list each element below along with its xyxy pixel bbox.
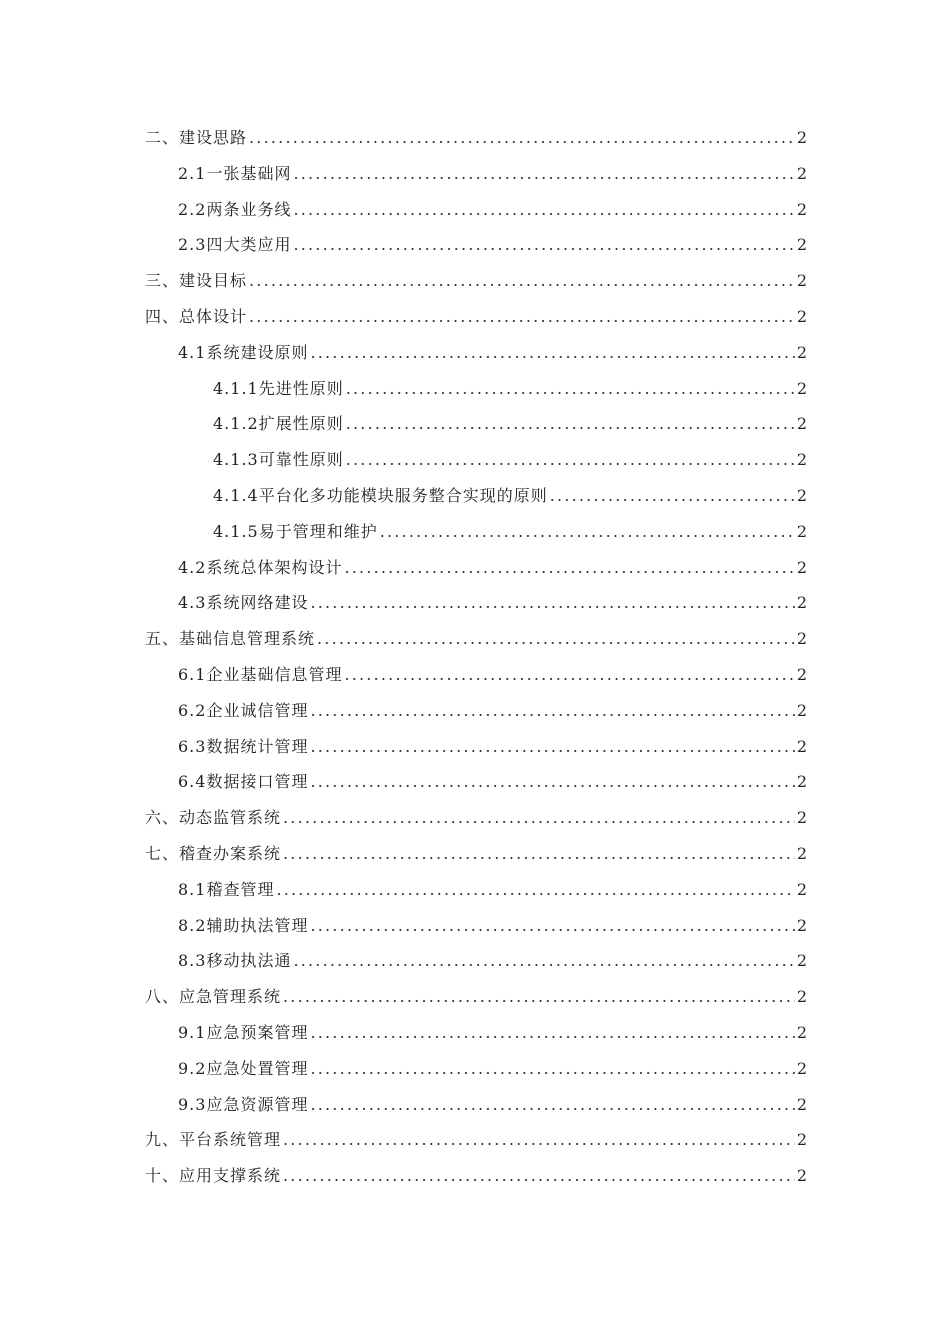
toc-entry-page-number: 2: [796, 128, 807, 147]
toc-entry[interactable]: [145, 1087, 807, 1123]
dot-leader: [283, 800, 795, 836]
toc-entry[interactable]: [145, 406, 807, 442]
dot-leader: [344, 657, 794, 693]
toc-entry[interactable]: [145, 192, 807, 228]
toc-entry[interactable]: [145, 478, 807, 514]
toc-entry-title: 2.3四大类应用: [178, 235, 292, 255]
toc-entry-title: 九、平台系统管理: [145, 1130, 282, 1150]
toc-entry-page-number: 2: [796, 450, 807, 470]
toc-entry-page-number: 2: [796, 485, 807, 505]
toc-entry-page-number: 2: [796, 557, 807, 577]
toc-entry[interactable]: [145, 908, 807, 944]
toc-entry-page-number: 2: [796, 629, 807, 649]
toc-entry-title: 2.2两条业务线: [178, 199, 292, 219]
dot-leader: [283, 1158, 795, 1194]
toc-entry-page-number: 2: [796, 987, 807, 1007]
toc-entry-title: 4.1.5易于管理和维护: [213, 521, 378, 541]
toc-entry-page-number: 2: [796, 199, 807, 219]
toc-entry[interactable]: [145, 621, 807, 657]
toc-entry-page-number: 2: [796, 879, 807, 899]
dot-leader: [310, 693, 794, 729]
toc-entry-title: 4.1.2扩展性原则: [213, 414, 344, 434]
toc-entry-page-number: 2: [796, 235, 807, 255]
toc-entry-page-number: 2: [796, 378, 807, 398]
toc-entry-page-number: 2: [796, 271, 807, 291]
dot-leader: [310, 908, 794, 944]
toc-entry-page-number: 2: [796, 1130, 807, 1150]
toc-entry[interactable]: [145, 1051, 807, 1087]
toc-entry[interactable]: [145, 764, 807, 800]
toc-entry-title: 2.1一张基础网: [178, 163, 292, 183]
toc-entry[interactable]: [145, 872, 807, 908]
toc-entry-page-number: 2: [796, 593, 807, 613]
dot-leader: [293, 156, 794, 192]
toc-entry[interactable]: [145, 1015, 807, 1051]
dot-leader: [346, 442, 795, 478]
toc-entry[interactable]: [145, 836, 807, 872]
toc-entry[interactable]: [145, 442, 807, 478]
dot-leader: [276, 872, 794, 908]
dot-leader: [310, 1087, 794, 1123]
dot-leader: [293, 192, 794, 228]
toc-entry[interactable]: [145, 514, 807, 550]
toc-entry-title: 9.3应急资源管理: [178, 1094, 309, 1114]
toc-entry-title: 6.2企业诚信管理: [178, 700, 309, 720]
dot-leader: [293, 227, 794, 263]
toc-entry-page-number: 2: [796, 808, 807, 828]
toc-entry-page-number: 2: [796, 664, 807, 684]
toc-entry[interactable]: [145, 299, 807, 335]
toc-entry-title: 五、基础信息管理系统: [145, 629, 316, 649]
toc-entry[interactable]: [145, 156, 807, 192]
toc-entry-page-number: 2: [796, 915, 807, 935]
toc-entry-title: 4.1系统建设原则: [178, 342, 309, 362]
dot-leader: [550, 478, 795, 514]
toc-entry-title: 6.4数据接口管理: [178, 772, 309, 792]
toc-entry-title: 6.1企业基础信息管理: [178, 664, 343, 684]
toc-entry-page-number: 2: [796, 342, 807, 362]
toc-entry-page-number: 2: [796, 700, 807, 720]
toc-entry-title: 六、动态监管系统: [145, 808, 282, 828]
toc-entry-page-number: 2: [796, 414, 807, 434]
dot-leader: [283, 1122, 795, 1158]
toc-entry[interactable]: [145, 1122, 807, 1158]
dot-leader: [310, 335, 794, 371]
dot-leader: [283, 979, 795, 1015]
toc-entry[interactable]: [145, 943, 807, 979]
dot-leader: [310, 1051, 794, 1087]
toc-entry-page-number: 2: [796, 306, 807, 326]
toc-entry-title: 三、建设目标: [145, 271, 248, 291]
toc-entry-title: 4.1.1先进性原则: [213, 378, 344, 398]
dot-leader: [249, 263, 795, 299]
toc-entry[interactable]: [145, 227, 807, 263]
table-of-contents: [145, 120, 807, 1194]
dot-leader: [283, 836, 795, 872]
toc-entry-page-number: 2: [796, 1166, 807, 1186]
toc-entry[interactable]: [145, 335, 807, 371]
toc-entry-title: 八、应急管理系统: [145, 987, 282, 1007]
toc-entry[interactable]: [145, 979, 807, 1015]
toc-entry[interactable]: [145, 371, 807, 407]
toc-entry-title: 9.2应急处置管理: [178, 1058, 309, 1078]
toc-entry[interactable]: [145, 585, 807, 621]
toc-entry-title: 七、稽查办案系统: [145, 843, 282, 863]
toc-entry[interactable]: [145, 120, 807, 156]
dot-leader: [293, 943, 794, 979]
toc-entry-title: 4.1.3可靠性原则: [213, 450, 344, 470]
toc-entry-title: 8.3移动执法通: [178, 951, 292, 971]
dot-leader: [317, 621, 795, 657]
toc-entry[interactable]: [145, 729, 807, 765]
toc-entry-title: 8.2辅助执法管理: [178, 915, 309, 935]
toc-entry-title: 二、建设思路: [145, 128, 248, 147]
toc-entry-page-number: 2: [796, 521, 807, 541]
dot-leader: [380, 514, 795, 550]
toc-entry-page-number: 2: [796, 772, 807, 792]
toc-entry[interactable]: [145, 263, 807, 299]
toc-entry-title: 8.1稽查管理: [178, 879, 275, 899]
toc-entry[interactable]: [145, 1158, 807, 1194]
toc-entry-page-number: 2: [796, 1094, 807, 1114]
toc-entry-title: 4.3系统网络建设: [178, 593, 309, 613]
toc-entry-title: 6.3数据统计管理: [178, 736, 309, 756]
dot-leader: [310, 729, 794, 765]
toc-entry[interactable]: [145, 550, 807, 586]
toc-entry-title: 4.2系统总体架构设计: [178, 557, 343, 577]
dot-leader: [346, 406, 795, 442]
toc-entry-page-number: 2: [796, 951, 807, 971]
toc-entry-page-number: 2: [796, 736, 807, 756]
dot-leader: [310, 764, 794, 800]
toc-entry-page-number: 2: [796, 843, 807, 863]
toc-entry-title: 9.1应急预案管理: [178, 1022, 309, 1042]
toc-entry-title: 4.1.4平台化多功能模块服务整合实现的原则: [213, 485, 548, 505]
toc-entry[interactable]: [145, 693, 807, 729]
dot-leader: [310, 585, 794, 621]
toc-entry[interactable]: [145, 800, 807, 836]
dot-leader: [346, 371, 795, 407]
dot-leader: [249, 299, 795, 335]
toc-entry-page-number: 2: [796, 163, 807, 183]
dot-leader: [249, 120, 795, 156]
dot-leader: [310, 1015, 794, 1051]
toc-entry[interactable]: [145, 657, 807, 693]
toc-entry-title: 十、应用支撑系统: [145, 1166, 282, 1186]
toc-entry-title: 四、总体设计: [145, 306, 248, 326]
dot-leader: [344, 550, 794, 586]
toc-entry-page-number: 2: [796, 1022, 807, 1042]
toc-entry-page-number: 2: [796, 1058, 807, 1078]
